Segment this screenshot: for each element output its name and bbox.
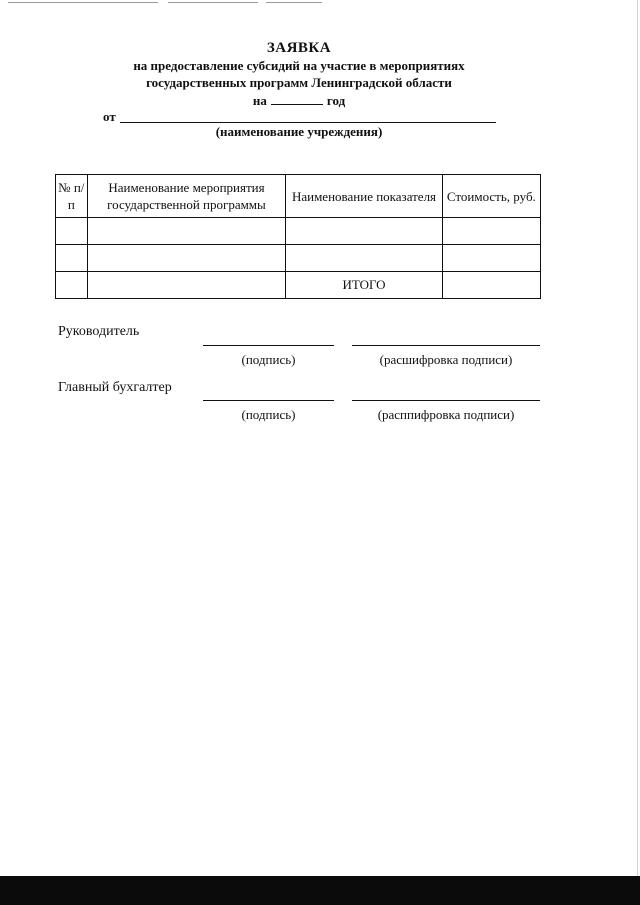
form-subtitle-line1: на предоставление субсидий на участие в мероприятиях: [133, 58, 465, 73]
application-table: [55, 174, 541, 299]
table-cell: [56, 272, 88, 299]
table-cell: [87, 245, 286, 272]
year-line: [0, 92, 598, 109]
table-cell: [286, 245, 442, 272]
table-cell: [56, 218, 88, 245]
head-signature-line: [203, 345, 334, 346]
header-indicator-name: Наименование показателя: [286, 175, 442, 218]
table-header-row: [56, 175, 541, 218]
form-subtitle-line2: государственных программ Ленинградской области: [146, 75, 452, 90]
head-label: Руководитель: [58, 324, 140, 339]
accountant-decoding-caption: (расппифровка подписи): [377, 407, 515, 422]
header-event-name: Наименование мероприятия государственной программы: [87, 175, 286, 218]
year-blank: [271, 92, 323, 105]
scan-top-artifacts: [0, 0, 640, 6]
year-suffix: год: [326, 93, 346, 108]
head-signature-caption: (подпись): [241, 352, 296, 367]
header-number: № п/п: [56, 175, 88, 218]
scan-right-edge: [637, 0, 638, 880]
table-row: [56, 218, 541, 245]
accountant-signature-line: [203, 400, 334, 401]
head-decoding-line: [352, 345, 540, 346]
table-total-row: [56, 272, 541, 299]
total-value-cell: [442, 272, 540, 299]
table-cell: [87, 218, 286, 245]
accountant-signature-caption: (подпись): [241, 407, 296, 422]
table-cell: [87, 272, 286, 299]
table-cell: [286, 218, 442, 245]
table-row: [56, 245, 541, 272]
total-label: ИТОГО: [286, 272, 442, 299]
year-prefix: на: [252, 93, 267, 108]
organization-blank-line: [120, 122, 496, 123]
organization-caption: (наименование учреждения): [215, 124, 383, 139]
scan-bottom-band: [0, 876, 640, 905]
header-cost: Стоимость, руб.: [442, 175, 540, 218]
accountant-label: Главный бухгалтер: [58, 380, 172, 395]
from-label: от: [103, 109, 116, 124]
head-decoding-caption: (расшифровка подписи): [379, 352, 513, 367]
table-cell: [442, 245, 540, 272]
table-cell: [442, 218, 540, 245]
table-cell: [56, 245, 88, 272]
accountant-decoding-line: [352, 400, 540, 401]
form-title: ЗАЯВКА: [266, 40, 332, 56]
